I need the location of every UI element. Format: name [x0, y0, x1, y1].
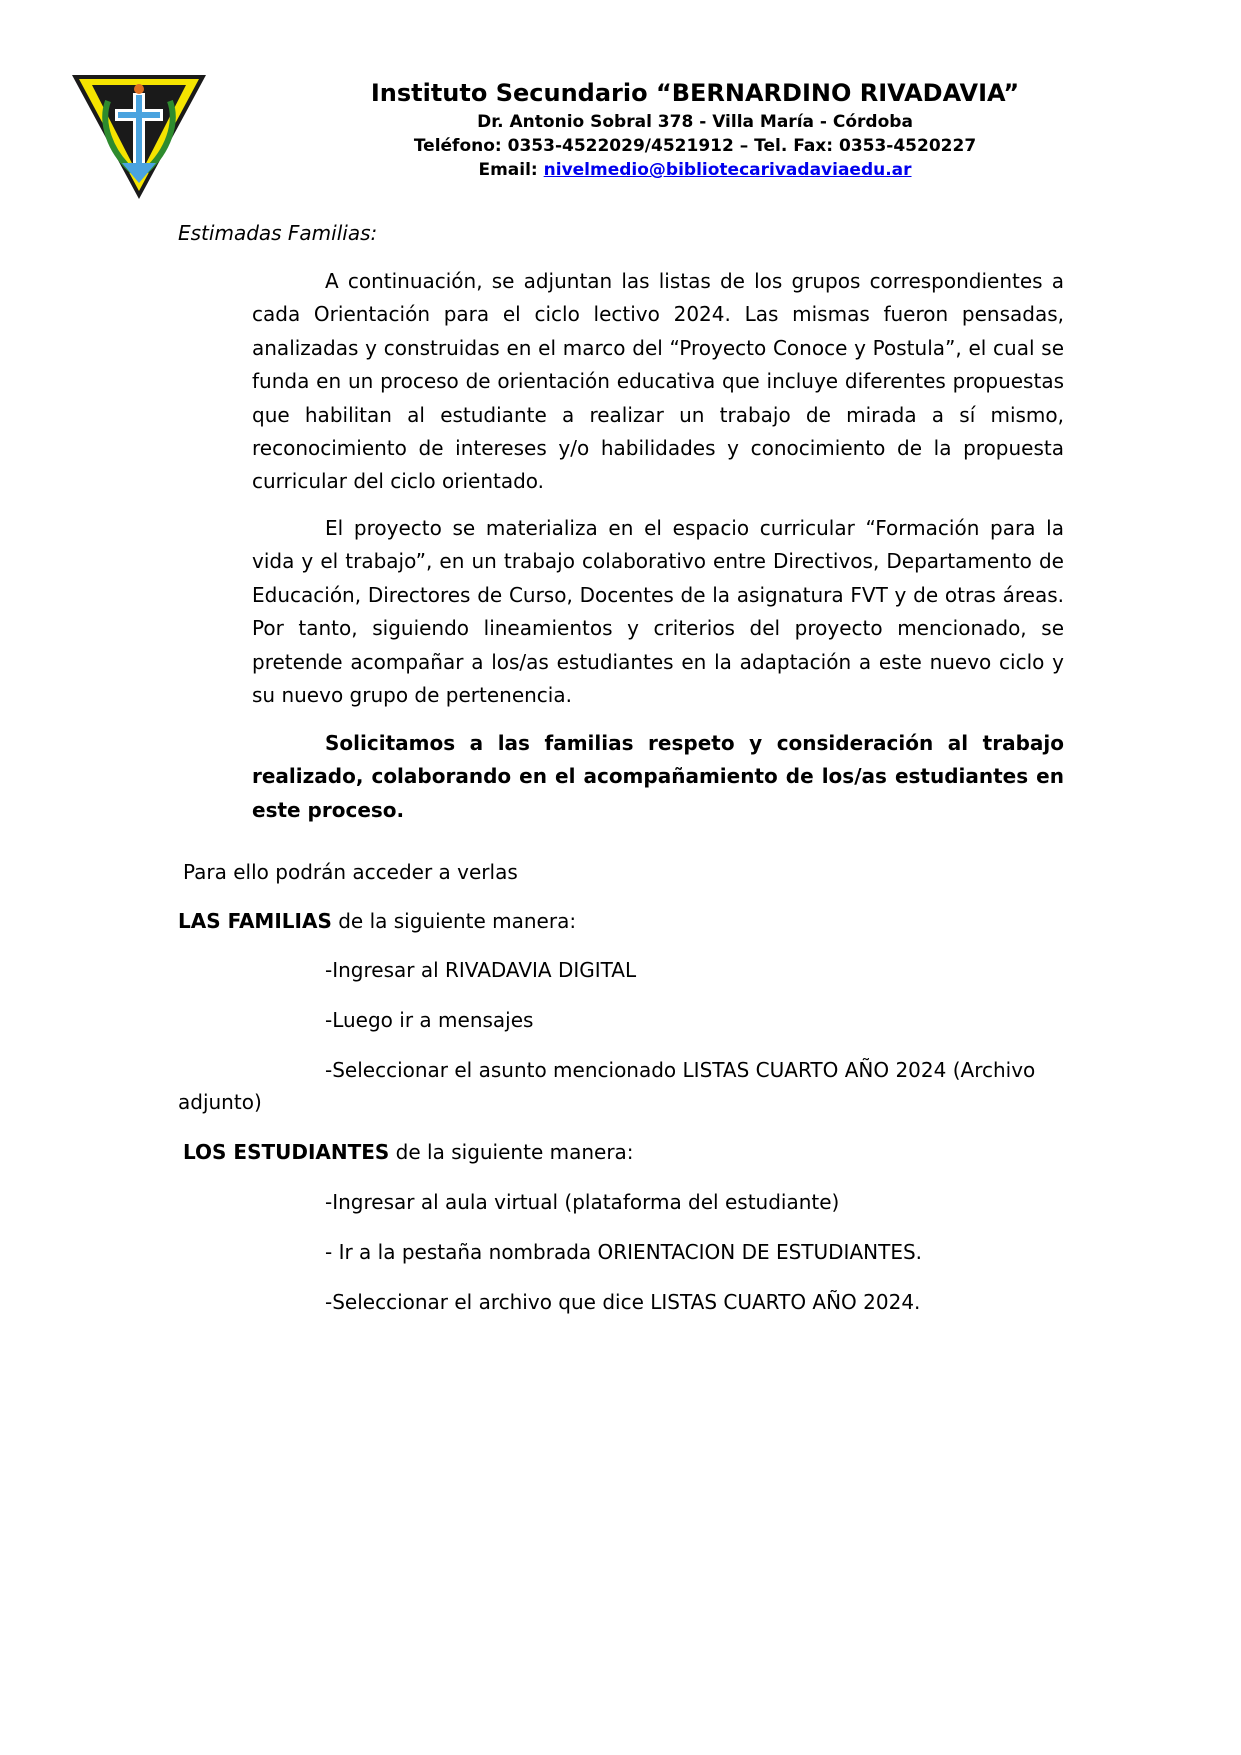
families-step-1: -Ingresar al RIVADAVIA DIGITAL: [325, 958, 637, 982]
students-label: LOS ESTUDIANTES: [183, 1140, 390, 1164]
access-intro: Para ello podrán acceder a verlas: [183, 860, 518, 884]
families-step-3-cont: adjunto): [178, 1090, 262, 1114]
letterhead: [300, 76, 1090, 182]
institution-address: Dr. Antonio Sobral 378 - Villa María - Córdoba: [477, 112, 913, 132]
students-heading: [183, 1140, 634, 1164]
institution-phone: Teléfono: 0353-4522029/4521912 – Tel. Fax: 0353-4520227: [413, 136, 977, 156]
institution-name: Instituto Secundario “BERNARDINO RIVADAVIA”: [370, 79, 1020, 107]
families-label: LAS FAMILIAS: [178, 909, 332, 933]
paragraph-request: Solicitamos a las familias respeto y consideración al trabajo realizado, colaborando en el acompañamiento de los/as estudiantes en este proceso.: [252, 731, 1064, 822]
paragraph-1: A continuación, se adjuntan las listas de los grupos correspondientes a cada Orientación para el ciclo lectivo 2024. Las mismas fueron pensadas, analizadas y construidas en el marco del “Proyecto Conoce y Postula”, el cual se funda en un proceso de orientación educativa que incluye diferentes propuestas que habilitan al estudiante a realizar un trabajo de mirada a sí mismo, reconocimiento de intereses y/o habilidades y conocimiento de la propuesta curricular del ciclo orientado.: [252, 269, 1064, 494]
families-step-3: -Seleccionar el asunto mencionado LISTAS CUARTO AÑO 2024 (Archivo: [325, 1058, 1036, 1082]
students-step-3: -Seleccionar el archivo que dice LISTAS CUARTO AÑO 2024.: [325, 1290, 921, 1314]
school-crest-icon: [70, 73, 208, 201]
families-step-2: -Luego ir a mensajes: [325, 1008, 534, 1032]
students-step-1: -Ingresar al aula virtual (plataforma del estudiante): [325, 1190, 840, 1214]
email-link[interactable]: nivelmedio@bibliotecarivadaviaedu.ar: [543, 160, 912, 180]
institution-email: [300, 158, 1090, 182]
families-rest: de la siguiente manera:: [331, 909, 577, 933]
paragraph-2: El proyecto se materializa en el espacio curricular “Formación para la vida y el trabajo”, en un trabajo colaborativo entre Directivos, Departamento de Educación, Directores de Curso, Docentes de la asignatura FVT y de otras áreas. Por tanto, siguiendo lineamientos y criterios del proyecto mencionado, se pretende acompañar a los/as estudiantes en la adaptación a este nuevo ciclo y su nuevo grupo de pertenencia.: [252, 516, 1064, 708]
students-step-2: - Ir a la pestaña nombrada ORIENTACION DE ESTUDIANTES.: [325, 1240, 923, 1264]
families-heading: [178, 909, 576, 933]
email-label: Email:: [478, 160, 538, 180]
greeting: Estimadas Familias:: [178, 221, 378, 245]
students-rest: de la siguiente manera:: [389, 1140, 634, 1164]
